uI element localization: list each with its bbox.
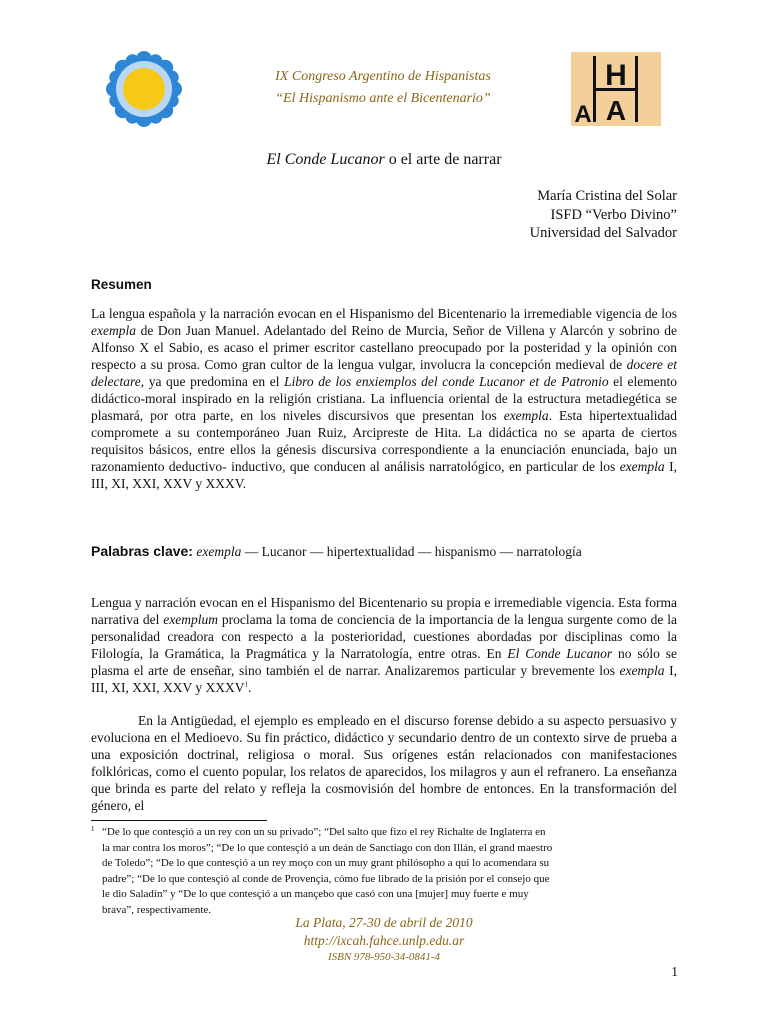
text-run: proclama la toma de conciencia de la importancia de la lengua surgente como de la personalidad creadora con respecto a la posterioridad, cuestiones abordadas por disciplinas como la Filología, la Gramática, la Pragmática y la Narratología, entre otras. En — [91, 612, 677, 661]
italic-term: exempla — [503, 408, 549, 423]
aah-logo-icon — [571, 52, 661, 126]
page-footer — [200, 914, 568, 965]
author-affiliation-2: Universidad del Salvador — [529, 225, 677, 241]
congress-theme: “El Hispanismo ante el Bicentenario” — [275, 91, 491, 106]
title-italic-part: El Conde Lucanor — [266, 151, 385, 168]
author-affiliation-1: ISFD “Verbo Divino” — [550, 206, 677, 223]
keyword-exempla: exempla — [196, 544, 242, 559]
title-rest: o el arte de narrar — [384, 151, 502, 168]
author-block — [530, 187, 677, 243]
congress-logo-icon — [106, 51, 182, 127]
italic-term: exemplum — [163, 612, 218, 627]
body-paragraph-1 — [91, 594, 677, 696]
footnote-line: brava”, respectivamente. — [102, 903, 212, 916]
logo-letter-h: H — [605, 59, 627, 92]
footnote-divider — [91, 820, 267, 821]
paper-title — [0, 151, 768, 169]
congress-header — [200, 66, 566, 110]
italic-term: exempla — [91, 323, 136, 338]
footnote-line: padre”; “De lo que contesçió al conde de Provençia, cómo fue librado de la prisión por el consejo que — [102, 872, 550, 885]
italic-term: exempla — [619, 663, 665, 678]
text-run: I, III, XI, XXI, XXV y XXXV. — [91, 459, 677, 491]
page-number: 1 — [671, 964, 678, 979]
footer-url[interactable]: http://ixcah.fahce.unlp.edu.ar — [303, 933, 465, 948]
text-run: no sólo se plasma el arte de enseñar, sino también el de narrar. Analizaremos particular y brevemente los — [91, 646, 677, 678]
text-run: de Don Juan Manuel. Adelantado del Reino de Murcia, Señor de Villena y Alarcón y sobrino de Alfonso X el Sabio, es acaso el primer escritor castellano preocupado por la posteridad y la opinión con respecto a su prosa. Como gran cultor de la lengua vulgar, involucra la concepción medieval de — [91, 323, 677, 372]
footnote-line: le dio Saladín” y “De lo que contesçió a un mançebo que casó con una [mujer] muy fuerte e muy — [102, 888, 529, 900]
body-paragraph-2: En la Antigüedad, el ejemplo es empleado en el discurso forense debido a su aspecto persuasivo y evoluciona en el Medioevo. Su fin práctico, didáctico y secundario dentro de un contexto sirve de prueba a una exposición doctrinal, religiosa o moral. Sus orígenes están relacionados con manifestaciones folklóricas, como el cuento popular, los relatos de aparecidos, los milagros y aun el refranero. La enseñanza que brinda es parte del relato y refleja la cosmovisión del hombre de entonces. En la transformación del género, el — [91, 713, 677, 813]
text-run: , ya que predomina en el — [140, 374, 285, 389]
footer-place-date: La Plata, 27-30 de abril de 2010 — [295, 915, 473, 930]
italic-term: El Conde Lucanor — [507, 646, 613, 661]
footnote-line: la mar contra los moros”; “De lo que contesçió a un deán de Sanctiago con don Illán, el grand maestro — [102, 841, 553, 854]
footnote-line: de Toledo”; “De lo que contesçió a un rey moço con un muy grant philósopho a qui lo acomendara su — [102, 857, 550, 869]
text-run: . Esta hipertextualidad compromete a su contemporáneo Juan Ruiz, Arcipreste de Hita. La didáctica no se aparta de ciertos requisitos básicos, entre ellos la génesis discursiva correspondiente a la enunciación enunciada, bajo un razonamiento deductivo- inductivo, que conducen al análisis narratológico, en particular de los — [91, 408, 677, 474]
logo-letter-a-right: A — [605, 95, 627, 126]
footnote-number: 1 — [91, 825, 95, 833]
author-name: María Cristina del Solar — [537, 188, 677, 204]
abstract-paragraph — [91, 305, 677, 492]
footnote — [91, 825, 679, 918]
footer-isbn: ISBN 978-950-34-0841-4 — [327, 951, 441, 963]
italic-term: docere et delectare — [91, 357, 677, 389]
abstract-heading: Resumen — [91, 277, 152, 292]
keywords-label: Palabras clave: — [91, 543, 193, 559]
italic-term: exempla — [619, 459, 665, 474]
logo-letter-a-left: A — [574, 101, 592, 126]
text-run: . — [247, 680, 252, 695]
footnote-line: 1 “De lo que contesçió a un rey con un su privado”; “Del salto que fizo el rey Richalte de Inglaterra en — [91, 825, 679, 841]
keywords-line — [91, 543, 582, 560]
italic-term: Libro de los enxiemplos del conde Lucanor et de Patronio — [284, 374, 609, 389]
footnote-ref: 1 — [244, 680, 248, 689]
text-run: La lengua española y la narración evocan en el Hispanismo del Bicentenario la irremediable vigencia de los — [91, 306, 677, 321]
text-run: I, III, XI, XXI, XXV y XXXV — [91, 663, 677, 695]
text-run: el elemento didáctico-moral inspirado en la religión cristiana. La influencia oriental de la estructura metadiegética se plasmará, por otra parte, en los niveles discursivos que presentan los — [91, 374, 677, 423]
text-run: Lengua y narración evocan en el Hispanismo del Bicentenario su propia e irremediable vigencia. Esta forma narrativa del — [91, 595, 677, 627]
keywords-rest: — Lucanor — hipertextualidad — hispanismo — narratología — [241, 544, 582, 559]
congress-name: IX Congreso Argentino de Hispanistas — [275, 69, 491, 84]
